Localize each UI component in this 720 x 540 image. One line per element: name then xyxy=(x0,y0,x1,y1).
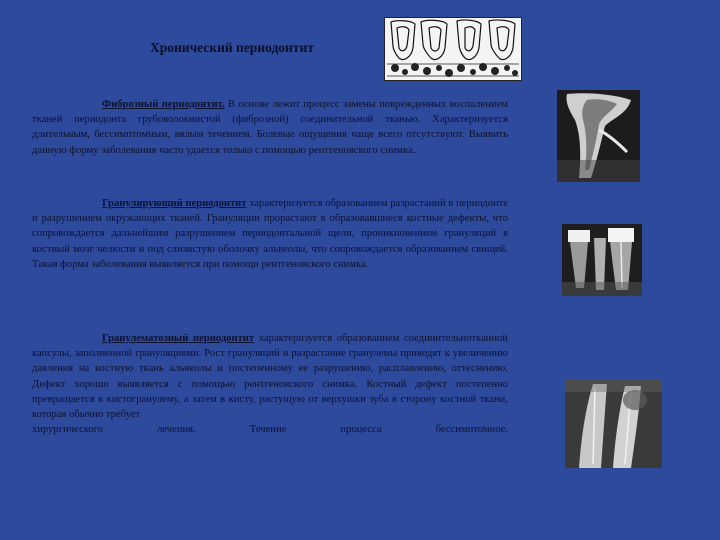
paragraph-text-granulating: характеризуется образованием разрастаний в периодонте и разрушением окружающих тканей. Грануляции прорастают в образовавшиеся костные дефекты, что сопровождается дальнейшим разрушением периодонтальной щели, проникновением грануляций в костный мозг челюсти и под слизистую оболочку альвеолы, что сопровождается образованием свищей. Такая форма заболевания выявляется при помощи рентгеновского снимка. xyxy=(32,198,508,270)
xray-image-granulating xyxy=(562,224,642,296)
paragraph-granulating xyxy=(32,196,508,272)
teeth-illustration-image xyxy=(384,17,522,81)
paragraph-fibrous xyxy=(32,97,508,158)
paragraph-lead-granulomatous: Гранулематозный периодонтит xyxy=(102,333,255,344)
paragraph-last-line-granulomatous: хирургического лечения. Течение процесса бессимптомное. xyxy=(32,424,508,436)
paragraph-text-granulomatous: характеризуется образованием соединительнотканной капсулы, заполненной грануляциями. Рост грануляций и разрастание гранулемы приводят к увеличению давления на костную ткань альвеолы и постепенному ее разрушению, расплавлению, оттеснению. Дефект хорошо выявляется с помощью рентгеновского снимка. Костный дефект постепенно превращается в кистогранулему, а затем в кисту, растущую от верхушки зуба в сторону костной ткани, которая обычно требует xyxy=(32,333,508,421)
paragraph-text-fibrous: В основе лежит процесс замены поврежденных воспалением тканей периодонта грубоволокнистой (фиброзной) соединительной тканью. Характеризуется длительным, бессимптомным, вялым течением. Болевые ощущения чаще всего отсутствуют. Выявить данную форму заболевания часто удается только с помощью рентгеновского снимка. xyxy=(32,99,508,156)
paragraph-lead-granulating: Гранулирующий периодонтит xyxy=(102,198,247,209)
slide-title: Хронический периодонтит xyxy=(150,40,314,55)
paragraph-lead-fibrous: Фиброзный периодонтит. xyxy=(102,99,225,110)
xray-image-granulomatous xyxy=(565,380,662,468)
paragraph-granulomatous xyxy=(32,331,508,437)
xray-image-fibrous xyxy=(557,90,640,182)
